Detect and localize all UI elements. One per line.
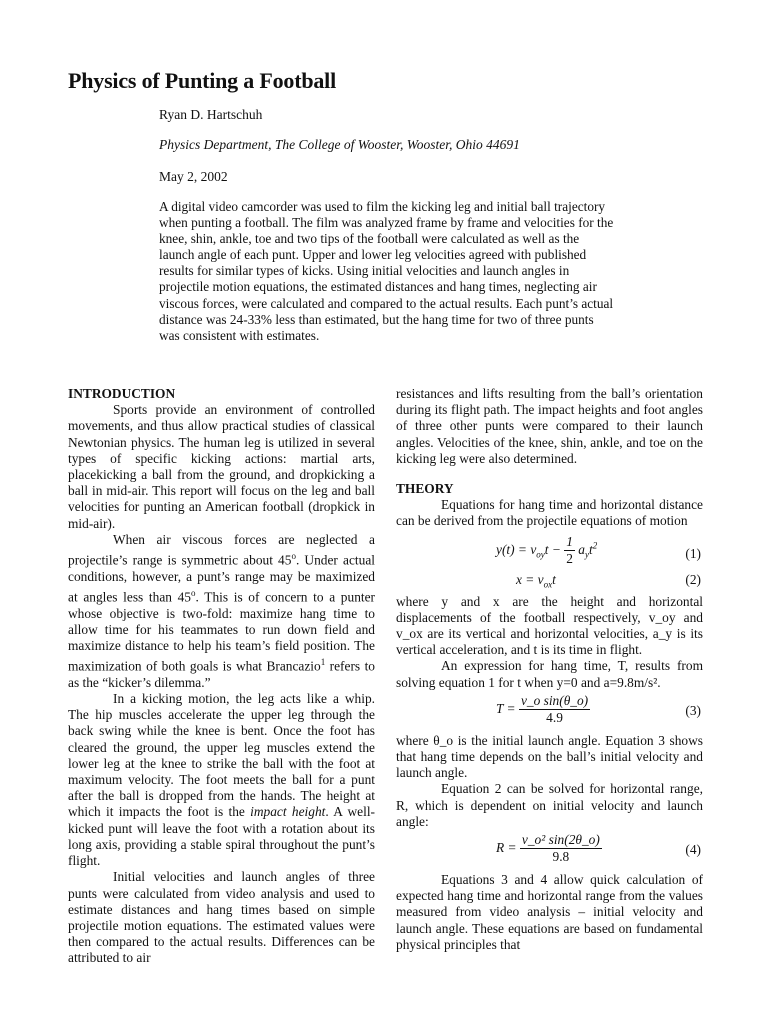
intro-paragraph-3: In a kicking motion, the leg acts like a whip. The hip muscles accelerate the upper leg through the back swing while the knee is bent. Once the foot has cleared the ground, the upper leg muscles extend the lower leg at the knee to strike the ball with the foot at maximum velocity. The foot meets the ball for a punt after the ball is dropped from the hands. The height at which it impacts the foot is the impact height. A well-kicked punt will leave the foot with a rotation about its long axis, providing a stable spiral throughout the punt’s flight. <box>68 691 376 869</box>
theory-paragraph-6: Equations 3 and 4 allow quick calculation of expected hang time and horizontal range from the values measured from video analysis – initial velocity and launch angle. These equations are based on fundamental physical principles that <box>396 872 703 952</box>
equation-number: (1) <box>685 545 701 561</box>
intro-paragraph-1: Sports provide an environment of controlled movements, and thus allow practical studies of classical Newtonian physics. The human leg is utilized in several types of specific kicking actions: martial arts, placekicking a ball from the ground, and dropkicking a ball in mid-air. This report will focus on the leg and ball velocities for punting an American football (dropkick in mid-air). <box>68 402 375 531</box>
publication-date: May 2, 2002 <box>159 169 228 184</box>
degree-mark: o <box>291 551 296 562</box>
theory-paragraph-4: where θ_o is the initial launch angle. Equation 3 shows that hang time depends on the ball’s initial velocity and launch angle. <box>396 732 703 781</box>
equation-1: $y(t) = v_{oy}t$ − $\frac{1}{2}$ $a_yt^2$ (1) <box>496 533 701 566</box>
left-column <box>68 386 375 967</box>
abstract: A digital video camcorder was used to film the kicking leg and initial ball trajectory when punting a football. The film was analyzed frame by frame and velocities for the knee, shin, ankle, toe and two tips of the football were calculated as well as the launch angle of each punt. Upper and lower leg velocities agreed with published results for similar types of kicks. Using initial velocities and launch angles in projectile motion equations, the estimated distances and hang times, neglecting air viscous forces, were calculated and compared to the actual results. Each punt’s actual distance was 24-33% less than estimated, but the hang time for two of three punts was consistent with estimates. <box>159 199 614 343</box>
degree-mark: o <box>191 587 196 598</box>
equation-2: $x = v_{ox}t$ (2) <box>516 571 701 590</box>
theory-paragraph-5: Equation 2 can be solved for horizontal range, R, which is dependent on initial velocity and launch angle: <box>396 781 703 829</box>
equation-4: R = $\frac{\text{v\_o² sin(2θ\_o)}}{9.8}$ (4) <box>496 832 701 865</box>
intro-paragraph-4: Initial velocities and launch angles of three punts were calculated from video analysis and used to estimate distances and hang times based on simple projectile motion equations. The estimated values were then compared to the actual results. Differences can be attributed to air <box>68 869 375 966</box>
equation-number: (2) <box>685 571 701 587</box>
impact-height-term: impact height <box>250 804 326 820</box>
reference-marker: 1 <box>320 657 326 668</box>
paper-title: Physics of Punting a Football <box>68 68 337 93</box>
equation-number: (4) <box>685 842 701 858</box>
intro-paragraph-2: When air viscous forces are neglected a projectile’s range is symmetric about 45$^o$. Under actual conditions, however, a punt’s range may be maximized at angles less than 45$^o$. This is of concern to a punter whose objective is two-fold: maximize hang time to allow time for his teammates to run down field and maximize distance to help his team’s field position. The maximization of both goals is what Brancazio$^1$ refers to as the “kicker’s dilemma.” <box>68 531 376 690</box>
equation-number: (3) <box>685 702 701 718</box>
theory-paragraph-2: where y and x are the height and horizontal displacements of the football respectively, v_oy and v_ox are its vertical and horizontal velocities, a_y is its vertical acceleration, and t is its time in flight. <box>396 593 703 658</box>
author-affiliation: Physics Department, The College of Wooster, Wooster, Ohio 44691 <box>159 137 520 152</box>
theory-heading: THEORY <box>396 481 454 497</box>
intro-continuation: resistances and lifts resulting from the ball’s orientation during its flight path. The impact heights and foot angles of three other punts were compared to their launch angles. Velocities of the knee, shin, ankle, and toe on the kicking leg were also determined. <box>396 386 703 466</box>
author-name: Ryan D. Hartschuh <box>159 107 263 122</box>
introduction-heading: INTRODUCTION <box>68 386 176 401</box>
theory-paragraph-3: An expression for hang time, T, results from solving equation 1 for t when y=0 and a=9.8m/s². <box>396 658 703 690</box>
equation-3: T = $\frac{\text{v\_o sin(θ\_o)}}{4.9}$ (3) <box>496 692 701 726</box>
theory-paragraph-1: Equations for hang time and horizontal distance can be derived from the projectile equations of motion <box>396 497 703 529</box>
right-column <box>396 386 703 953</box>
